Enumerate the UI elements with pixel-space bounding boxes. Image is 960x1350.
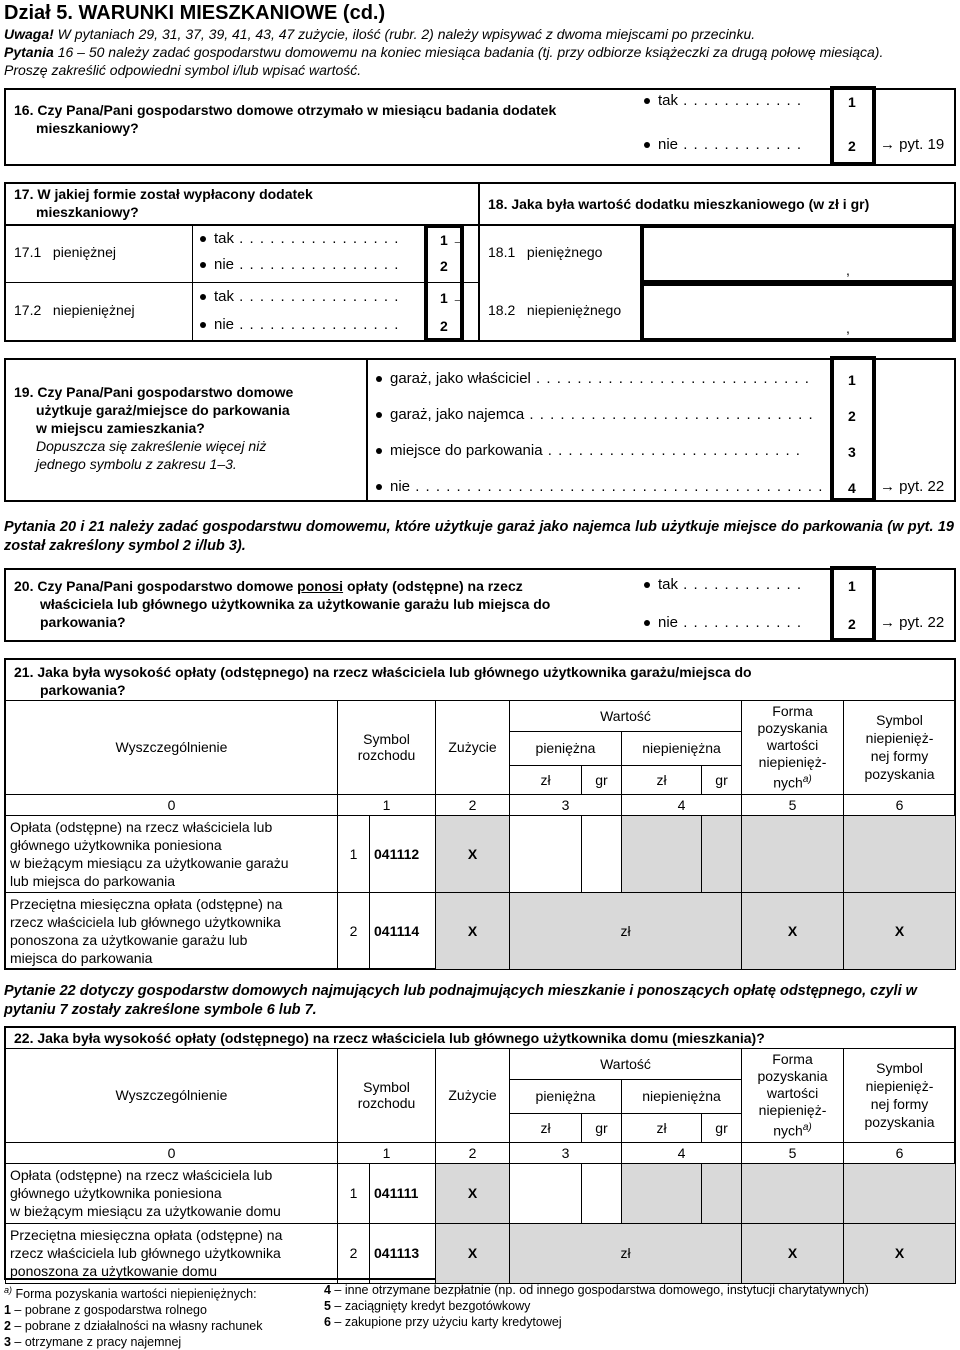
row-code: 041114: [370, 892, 436, 969]
bullet-icon: [200, 262, 206, 268]
hdr-gr: gr: [582, 766, 622, 795]
col-num: 6: [844, 1142, 956, 1163]
q20-opt-tak[interactable]: tak . . . . . . . . . . . .: [644, 576, 802, 593]
q18-2-label: 18.2 niepieniężnego: [488, 302, 622, 318]
row-symbol: X: [844, 892, 956, 969]
hdr-gr: gr: [702, 766, 742, 795]
q17-2-tak[interactable]: tak . . . . . . . . . . . . . . . .: [200, 288, 399, 305]
hdr-wyszczegolnienie: Wyszczególnienie: [6, 701, 338, 795]
q17-1-nie[interactable]: nie . . . . . . . . . . . . . . . .: [200, 256, 399, 273]
q17-1-tak[interactable]: tak . . . . . . . . . . . . . . . .: [200, 230, 399, 247]
row-desc: Przeciętna miesięczna opłata (odstępne) na rzecz właściciela lub głównego użytkownika ponoszona za użytkowanie domu: [6, 1223, 338, 1283]
q21-question: 21. Jaka była wysokość opłaty (odstępnego) na rzecz właściciela lub głównego użytkownika garażu/miejsca do: [14, 664, 752, 680]
col-num: 1: [338, 1142, 436, 1163]
row-num: 1: [338, 1163, 370, 1223]
q18-1-label: 18.1 pieniężnego: [488, 244, 603, 260]
q19-num-4[interactable]: 4: [848, 480, 856, 496]
bullet-icon: [200, 294, 206, 300]
row-code: 041112: [370, 815, 436, 892]
row-zuzycie: X: [436, 1223, 510, 1283]
q17-answer-box: [424, 224, 464, 342]
q17-question: 17. W jakiej formie został wypłacony dodatek: [14, 186, 313, 202]
pytania-label: Pytania: [4, 44, 54, 60]
hdr-niepieniezna: niepieniężna: [622, 1079, 742, 1114]
cell-input[interactable]: [510, 1163, 582, 1223]
q20-goto: → pyt. 22: [880, 614, 945, 631]
bullet-icon: [200, 322, 206, 328]
bullet-icon: [644, 582, 650, 588]
q22-table: [5, 1048, 956, 1284]
q17-2-num-1[interactable]: 1 →: [440, 290, 466, 306]
row-value: zł: [510, 1223, 742, 1283]
hdr-pieniezna: pieniężna: [510, 731, 622, 766]
arrow-right-icon: →: [880, 478, 895, 495]
q18-question: 18. Jaka była wartość dodatku mieszkaniowego (w zł i gr): [488, 196, 870, 212]
hdr-symbol-formy: Symbol niepienięż- nej formy pozyskania: [844, 1049, 956, 1143]
bullet-icon: [376, 376, 382, 382]
cell-input[interactable]: [582, 1163, 622, 1223]
hdr-zuzycie: Zużycie: [436, 1049, 510, 1143]
row-forma: X: [742, 1223, 844, 1283]
col-num: 4: [622, 794, 742, 815]
hdr-pieniezna: pieniężna: [510, 1079, 622, 1114]
hdr-wyszczegolnienie: Wyszczególnienie: [6, 1049, 338, 1143]
hdr-symbol-rozchodu: Symbol rozchodu: [338, 701, 436, 795]
q16-answer-box: [830, 86, 876, 166]
hdr-gr: gr: [582, 1114, 622, 1143]
q16-num-1[interactable]: 1: [848, 94, 856, 110]
bullet-icon: [376, 448, 382, 454]
q20-num-2[interactable]: 2: [848, 616, 856, 632]
col-num: 3: [510, 1142, 622, 1163]
footnote-right: 4 – inne otrzymane bezpłatnie (np. od innego gospodarstwa domowego, instytucji charytatywnych) 5 – zaciągnięty kredyt bezgotówkowy 6 – zakupione przy użyciu karty kredytowej: [324, 1283, 869, 1329]
q19-opt-2[interactable]: garaż, jako najemca . . . . . . . . . . . . . . . . . . . . . . . . . . . .: [376, 406, 814, 423]
q19-num-3[interactable]: 3: [848, 444, 856, 460]
q17-2-nie[interactable]: nie . . . . . . . . . . . . . . . .: [200, 316, 399, 333]
q19-answer-box: [830, 356, 876, 502]
hdr-niepieniezna: niepieniężna: [622, 731, 742, 766]
row-desc: Opłata (odstępne) na rzecz właściciela lub głównego użytkownika poniesiona w bieżącym miesiącu za użytkowanie domu: [6, 1163, 338, 1223]
table-row: [6, 892, 956, 969]
bullet-icon: [644, 98, 650, 104]
hdr-zl: zł: [622, 766, 702, 795]
hdr-symbol-formy: Symbol niepienięż- nej formy pozyskania: [844, 701, 956, 795]
q19-opt-4[interactable]: nie . . . . . . . . . . . . . . . . . . . . . . . . . . . . . . . . . . . . . . . .: [376, 478, 823, 495]
q16-box: [4, 88, 956, 166]
row-forma: X: [742, 892, 844, 969]
q20-opt-nie[interactable]: nie . . . . . . . . . . . .: [644, 614, 802, 631]
q19-question: 19. Czy Pana/Pani gospodarstwo domowe: [14, 384, 294, 400]
q21-table: [5, 700, 956, 970]
q20-answer-box: [830, 566, 876, 642]
arrow-right-icon: →: [451, 290, 466, 306]
instruction: Proszę zakreślić odpowiedni symbol i/lub wpisać wartość.: [4, 62, 362, 78]
q20-num-1[interactable]: 1: [848, 578, 856, 594]
bullet-icon: [644, 142, 650, 148]
table-row: [6, 815, 956, 892]
bullet-icon: [644, 620, 650, 626]
hdr-zl: zł: [510, 1114, 582, 1143]
hdr-zuzycie: Zużycie: [436, 701, 510, 795]
cell-input[interactable]: [582, 815, 622, 892]
q20-question-3: parkowania?: [40, 614, 126, 630]
col-num: 5: [742, 794, 844, 815]
q18-1-comma: ,: [846, 262, 850, 278]
bullet-icon: [200, 236, 206, 242]
arrow-right-icon: →: [451, 232, 466, 248]
col-num: 2: [436, 794, 510, 815]
row-zuzycie: X: [436, 892, 510, 969]
row-zuzycie: X: [436, 1163, 510, 1223]
arrow-right-icon: →: [880, 136, 895, 153]
q16-question-2: mieszkaniowy?: [36, 120, 139, 136]
q17-1-num-1[interactable]: 1 →: [440, 232, 466, 248]
q17-1-label: 17.1 pieniężnej: [14, 244, 116, 260]
uwaga-line: [4, 26, 755, 42]
table-row: [6, 1223, 956, 1283]
row-num: 2: [338, 892, 370, 969]
row-desc: Przeciętna miesięczna opłata (odstępne) na rzecz właściciela lub głównego użytkownika ponoszona za użytkowanie garażu lub miejsca do parkowania: [6, 892, 338, 969]
col-num: 6: [844, 794, 956, 815]
bullet-icon: [376, 412, 382, 418]
hdr-forma: Forma pozyskania wartości niepienięż- nych$^{a)}$: [742, 701, 844, 795]
col-num: 3: [510, 794, 622, 815]
row-desc: Opłata (odstępne) na rzecz właściciela lub głównego użytkownika poniesiona w bieżącym miesiącu za użytkowanie garażu lub miejsca do parkowania: [6, 815, 338, 892]
arrow-right-icon: →: [880, 614, 895, 631]
q16-question: 16. Czy Pana/Pani gospodarstwo domowe otrzymało w miesiącu badania dodatek: [14, 102, 557, 118]
row-code: 041111: [370, 1163, 436, 1223]
col-num: 0: [6, 1142, 338, 1163]
q18-2-comma: ,: [846, 320, 850, 336]
hdr-zl: zł: [622, 1114, 702, 1143]
q19-question-3: w miejscu zamieszkania?: [36, 420, 205, 436]
q19-question-2: użytkuje garaż/miejsce do parkowania: [36, 402, 290, 418]
uwaga-text: W pytaniach 29, 31, 37, 39, 41, 43, 47 zużycie, ilość (rubr. 2) należy wpisywać z dwoma miejscami po przecinku.: [53, 26, 756, 42]
hdr-forma: Forma pozyskania wartości niepienięż- nych$^{a)}$: [742, 1049, 844, 1143]
q18-2-input[interactable]: [640, 282, 956, 342]
cell-input[interactable]: [510, 815, 582, 892]
hdr-gr: gr: [702, 1114, 742, 1143]
q17-2-label: 17.2 niepieniężnej: [14, 302, 135, 318]
q18-1-input[interactable]: [640, 224, 956, 284]
q17-1-num-2[interactable]: 2: [440, 258, 448, 274]
q17-question-2: mieszkaniowy?: [36, 204, 139, 220]
col-num: 2: [436, 1142, 510, 1163]
q22-question: 22. Jaka była wysokość opłaty (odstępnego) na rzecz właściciela lub głównego użytkownika domu (mieszkania)?: [14, 1030, 765, 1046]
q19-note: Dopuszcza się zakreślenie więcej niż: [36, 438, 267, 454]
page-title: Dział 5. WARUNKI MIESZKANIOWE (cd.): [4, 2, 386, 24]
q16-num-2[interactable]: 2: [848, 138, 856, 154]
row-code: 041113: [370, 1223, 436, 1283]
q19-opt-3[interactable]: miejsce do parkowania . . . . . . . . . . . . . . . . . . . . . . . . .: [376, 442, 801, 459]
q16-goto: → pyt. 19: [880, 136, 945, 153]
uwaga-label: Uwaga!: [4, 26, 54, 42]
pytania-line: [4, 44, 883, 60]
row-symbol: X: [844, 1223, 956, 1283]
q19-opt-1[interactable]: garaż, jako właściciel . . . . . . . . . . . . . . . . . . . . . . . . . . .: [376, 370, 810, 387]
hdr-zl: zł: [510, 766, 582, 795]
row-num: 1: [338, 815, 370, 892]
q19-num-2[interactable]: 2: [848, 408, 856, 424]
footnote-left: $^{a)}$ Forma pozyskania wartości niepieniężnych: 1 – pobrane z gospodarstwa rolnego 2 – pobrane z działalności na własny rachunek 3 – otrzymane z pracy najemnej: [4, 1285, 263, 1350]
q19-goto: → pyt. 22: [880, 478, 945, 495]
col-num: 5: [742, 1142, 844, 1163]
bullet-icon: [376, 484, 382, 490]
row-value: zł: [510, 892, 742, 969]
note-q22: Pytanie 22 dotyczy gospodarstw domowych najmujących lub podnajmujących mieszkanie i ponoszących opłatę odstępnego, czyli w pytaniu 7 zostały zakreślone symbole 6 lub 7.: [4, 983, 917, 1018]
pytania-text: 16 – 50 należy zadać gospodarstwu domowemu na koniec miesiąca badania (tj. przy odbiorze książeczki za drugą połowę miesiąca).: [53, 44, 884, 60]
q20-question: 20. Czy Pana/Pani gospodarstwo domowe ponosi opłaty (odstępne) na rzecz: [14, 578, 523, 594]
q17-divider: [478, 182, 480, 342]
q16-opt-nie[interactable]: nie . . . . . . . . . . . .: [644, 136, 802, 153]
hdr-symbol-rozchodu: Symbol rozchodu: [338, 1049, 436, 1143]
col-num: 4: [622, 1142, 742, 1163]
q16-opt-tak[interactable]: tak . . . . . . . . . . . .: [644, 92, 802, 109]
row-zuzycie: X: [436, 815, 510, 892]
row-num: 2: [338, 1223, 370, 1283]
q20-question-2: właściciela lub głównego użytkownika za użytkowanie garażu lub miejsca do: [40, 596, 551, 612]
q19-note-2: jednego symbolu z zakresu 1–3.: [36, 456, 237, 472]
col-num: 1: [338, 794, 436, 815]
table-row: [6, 1163, 956, 1223]
q21-question-2: parkowania?: [40, 682, 126, 698]
q17-2-num-2[interactable]: 2: [440, 318, 448, 334]
note-q20-q21: Pytania 20 i 21 należy zadać gospodarstwu domowemu, które użytkuje garaż jako najemca lub użytkuje miejsce do parkowania (w pyt. 19 został zakreślony symbol 2 i/lub 3).: [4, 519, 954, 554]
hdr-wartosc: Wartość: [510, 1049, 742, 1080]
q19-num-1[interactable]: 1: [848, 372, 856, 388]
hdr-wartosc: Wartość: [510, 701, 742, 732]
col-num: 0: [6, 794, 338, 815]
